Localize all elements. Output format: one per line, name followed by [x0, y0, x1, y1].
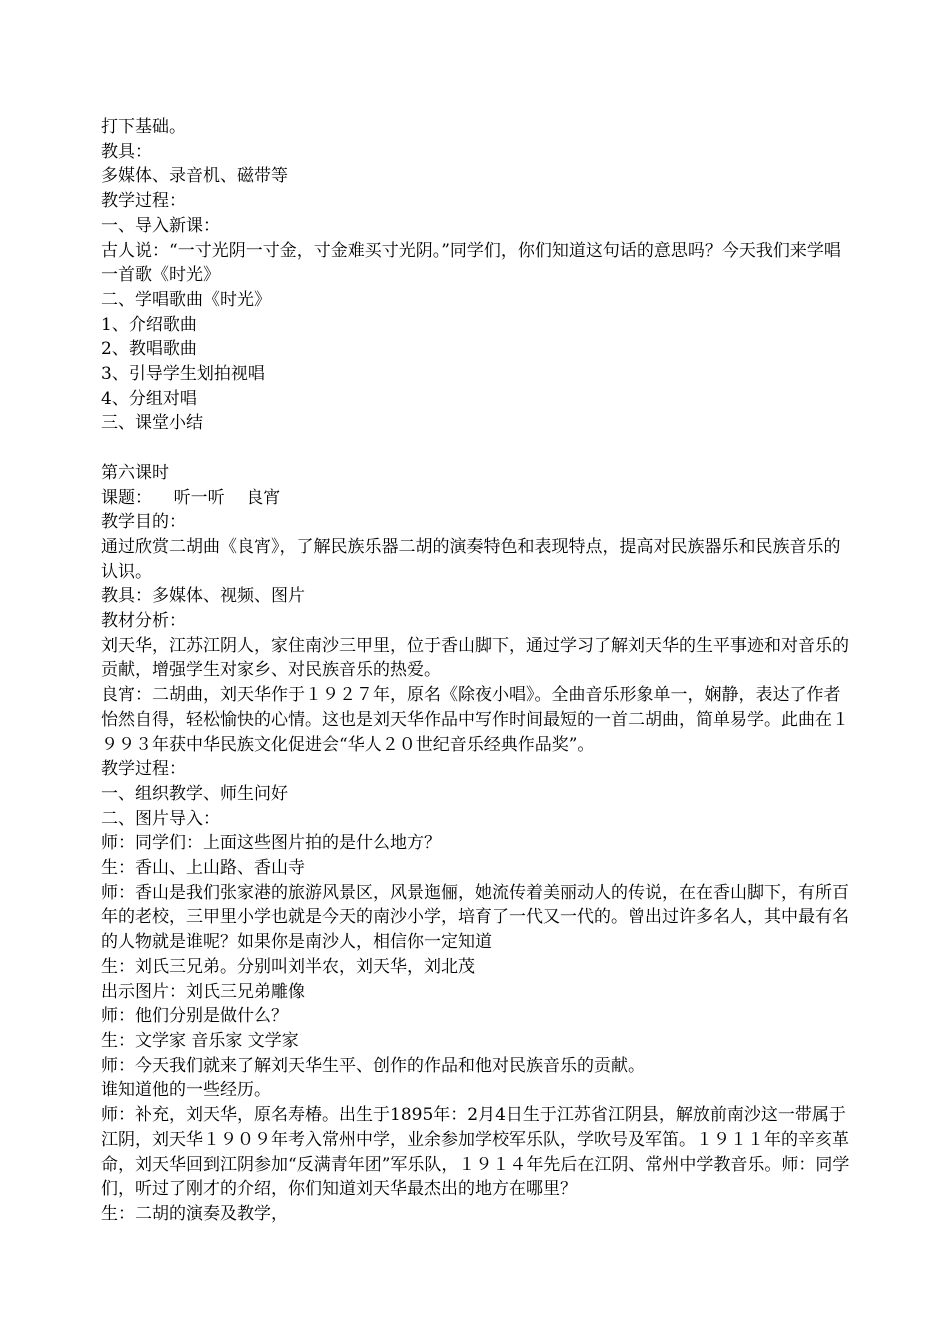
- text-paragraph: 良宵：二胡曲，刘天华作于１９２７年，原名《除夜小唱》。全曲音乐形象单一，娴静，表达了作者怡然自得，轻松愉快的心情。这也是刘天华作品中写作时间最短的一首二胡曲，简单易学。此曲在１９９３年获中华民族文化促进会“华人２０世纪音乐经典作品奖”。: [101, 685, 849, 755]
- dialogue-line: 生：刘氏三兄弟。分别叫刘半农，刘天华，刘北茂: [101, 956, 475, 977]
- dialogue-line: 师：今天我们就来了解刘天华生平、创作的作品和他对民族音乐的贡献。: [101, 1055, 645, 1076]
- text-line: 教材分析：: [101, 611, 186, 632]
- dialogue-paragraph: 师：香山是我们张家港的旅游风景区，风景迤俪，她流传着美丽动人的传说，在在香山脚下，有所百年的老校，三甲里小学也就是今天的南沙小学，培育了一代又一代的。曾出过许多名人，其中最有名的人物就是谁呢？如果你是南沙人，相信你一定知道: [101, 882, 849, 953]
- text-line: 一、导入新课：: [101, 215, 220, 236]
- text-line: 三、课堂小结: [101, 413, 203, 434]
- text-line: 谁知道他的一些经历。: [101, 1080, 271, 1101]
- dialogue-line: 生：文学家 音乐家 文学家: [101, 1031, 299, 1051]
- text-line: 一、组织教学、师生问好: [101, 783, 288, 804]
- dialogue-line: 生：香山、上山路、香山寺: [101, 858, 305, 879]
- text-paragraph: 通过欣赏二胡曲《良宵》，了解民族乐器二胡的演奏特色和表现特点，提高对民族器乐和民族音乐的认识。: [101, 536, 841, 582]
- dialogue-paragraph: 师：补充，刘天华，原名寿椿。出生于1895年：2月4日生于江苏省江阴县，解放前南沙这一带属于江阴，刘天华１９０９年考入常州中学，业余参加学校军乐队，学吹号及军笛。１９１１年的辛亥革命，刘天华回到江阴参加“反满青年团”军乐队，１９１４年先后在江阴、常州中学教音乐。师：同学们，听过了刚才的介绍，你们知道刘天华最杰出的地方在哪里？: [101, 1105, 850, 1200]
- text-line: 多媒体、录音机、磁带等: [101, 166, 288, 187]
- text-line: 教具：: [101, 141, 152, 162]
- text-line: 打下基础。: [101, 117, 186, 137]
- text-line: 教学目的：: [101, 512, 186, 533]
- lesson-heading: 第六课时: [101, 462, 169, 483]
- dialogue-line: 生：二胡的演奏及教学，: [101, 1203, 288, 1224]
- text-paragraph: 古人说：“一寸光阴一寸金，寸金难买寸光阴。”同学们，你们知道这句话的意思吗？今天我们来学唱一首歌《时光》: [101, 240, 841, 286]
- text-line: 出示图片：刘氏三兄弟雕像: [101, 981, 305, 1002]
- list-item: 3、引导学生划拍视唱: [101, 364, 265, 385]
- document-page: [101, 115, 853, 1227]
- text-line: 二、学唱歌曲《时光》: [101, 289, 271, 310]
- text-line: 二、图片导入：: [101, 808, 220, 829]
- list-item: 1、介绍歌曲: [101, 314, 197, 335]
- text-line: 教学过程：: [101, 191, 186, 212]
- lesson-topic: 课题： 听一听 良宵: [101, 487, 281, 508]
- dialogue-line: 师：他们分别是做什么？: [101, 1006, 288, 1027]
- list-item: 2、教唱歌曲: [101, 339, 197, 360]
- list-item: 4、分组对唱: [101, 388, 197, 409]
- text-line: 教具：多媒体、视频、图片: [101, 586, 305, 607]
- text-paragraph: 刘天华，江苏江阴人，家住南沙三甲里，位于香山脚下，通过学习了解刘天华的生平事迹和对音乐的贡献，增强学生对家乡、对民族音乐的热爱。: [101, 635, 849, 681]
- dialogue-line: 师：同学们：上面这些图片拍的是什么地方？: [101, 833, 441, 854]
- blank-line: [101, 436, 853, 461]
- text-line: 教学过程：: [101, 759, 186, 780]
